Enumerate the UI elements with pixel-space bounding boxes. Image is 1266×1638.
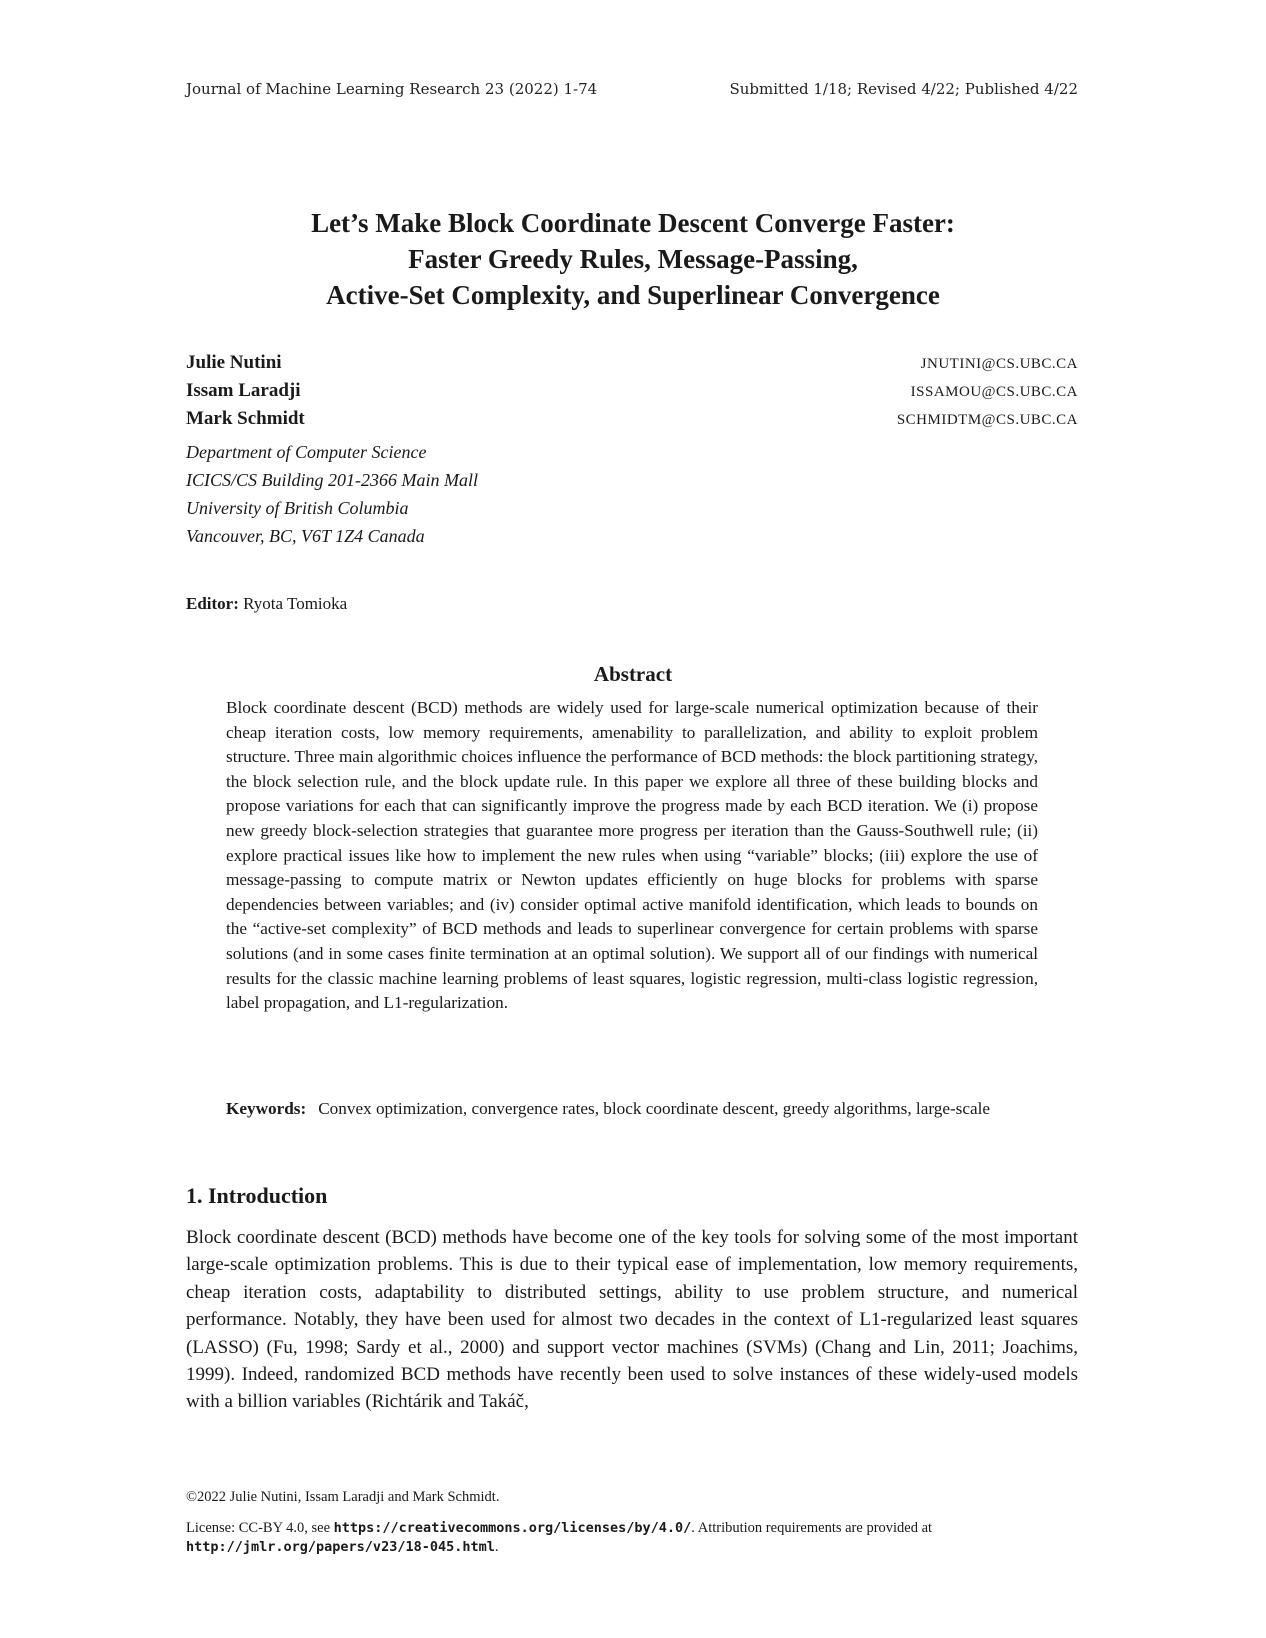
attribution-link[interactable]: http://jmlr.org/papers/v23/18-045.html [186, 1539, 495, 1555]
keywords-text: Convex optimization, convergence rates, block coordinate descent, greedy algorithms, large-scale [318, 1099, 991, 1118]
keywords-label: Keywords: [226, 1099, 307, 1118]
abstract-text: Block coordinate descent (BCD) methods are widely used for large-scale numerical optimization because of their cheap iteration costs, low memory requirements, amenability to parallelization, and ability to exploit problem structure. Three main algorithmic choices influence the performance of BCD methods: the block partitioning strategy, the block selection rule, and the block update rule. In this paper we explore all three of these building blocks and propose variations for each that can significantly improve the progress made by each BCD iteration. We (i) propose new greedy block-selection strategies that guarantee more progress per iteration than the Gauss-Southwell rule; (ii) explore practical issues like how to implement the new rules when using “variable” blocks; (iii) explore the use of message-passing to compute matrix or Newton updates efficiently on huge blocks for problems with sparse dependencies between variables; and (iv) consider optimal active manifold identification, which leads to bounds on the “active-set complexity” of BCD methods and leads to superlinear convergence for certain problems with sparse solutions (and in some cases finite termination at an optimal solution). We support all of our findings with numerical results for the classic machine learning problems of least squares, logistic regression, multi-class logistic regression, label propagation, and L1-regularization. [226, 698, 1038, 1013]
license-prefix: License: CC-BY 4.0, see [186, 1520, 334, 1536]
abstract-heading: Abstract [593, 662, 673, 686]
author-row [186, 408, 1078, 436]
title-line-2: Faster Greedy Rules, Message-Passing, [408, 244, 858, 274]
journal-info: Journal of Machine Learning Research 23 (2022) 1-74 [186, 80, 598, 98]
license-suffix: . [494, 1539, 499, 1555]
license-link[interactable]: https://creativecommons.org/licenses/by/4.0/ [333, 1520, 692, 1536]
affiliation-line: Department of Computer Science [186, 442, 427, 462]
copyright-notice: ©2022 Julie Nutini, Issam Laradji and Mark Schmidt. [186, 1489, 500, 1505]
editor-label: Editor: [186, 594, 239, 613]
paper-title [120, 205, 1146, 313]
footer [186, 1488, 1078, 1557]
editor-name: Ryota Tomioka [243, 594, 348, 613]
affiliation-line: University of British Columbia [186, 498, 409, 518]
title-line-3: Active-Set Complexity, and Superlinear Convergence [326, 280, 940, 310]
author-email[interactable]: SCHMIDTM@CS.UBC.CA [896, 412, 1078, 428]
affiliation [186, 438, 1078, 550]
running-header [186, 80, 1078, 98]
section-heading-introduction: 1. Introduction [186, 1183, 328, 1208]
submission-dates: Submitted 1/18; Revised 4/22; Published 4/22 [729, 80, 1078, 98]
introduction-text: Block coordinate descent (BCD) methods have become one of the key tools for solving some of the most important large-scale optimization problems. This is due to their typical ease of implementation, low memory requirements, cheap iteration costs, adaptability to distributed settings, ability to use problem structure, and numerical performance. Notably, they have been used for almost two decades in the context of L1-regularized least squares (LASSO) (Fu, 1998; Sardy et al., 2000) and support vector machines (SVMs) (Chang and Lin, 2011; Joachims, 1999). Indeed, randomized BCD methods have recently been used to solve instances of these widely-used models with a billion variables (Richtárik and Takáč, [186, 1227, 1078, 1413]
author-name: Mark Schmidt [186, 408, 305, 429]
affiliation-line: ICICS/CS Building 201-2366 Main Mall [186, 470, 478, 490]
license-notice [186, 1519, 1078, 1557]
title-line-1: Let’s Make Block Coordinate Descent Converge Faster: [311, 208, 955, 238]
author-block [186, 352, 1078, 550]
author-email[interactable]: ISSAMOU@CS.UBC.CA [910, 384, 1078, 400]
author-email[interactable]: JNUTINI@CS.UBC.CA [920, 356, 1078, 372]
editor-line [186, 594, 347, 614]
affiliation-line: Vancouver, BC, V6T 1Z4 Canada [186, 526, 425, 546]
license-middle: . Attribution requirements are provided at [691, 1520, 933, 1536]
author-row [186, 380, 1078, 408]
author-name: Issam Laradji [186, 380, 301, 401]
keywords [226, 1097, 1038, 1122]
author-name: Julie Nutini [186, 352, 282, 373]
author-row [186, 352, 1078, 380]
